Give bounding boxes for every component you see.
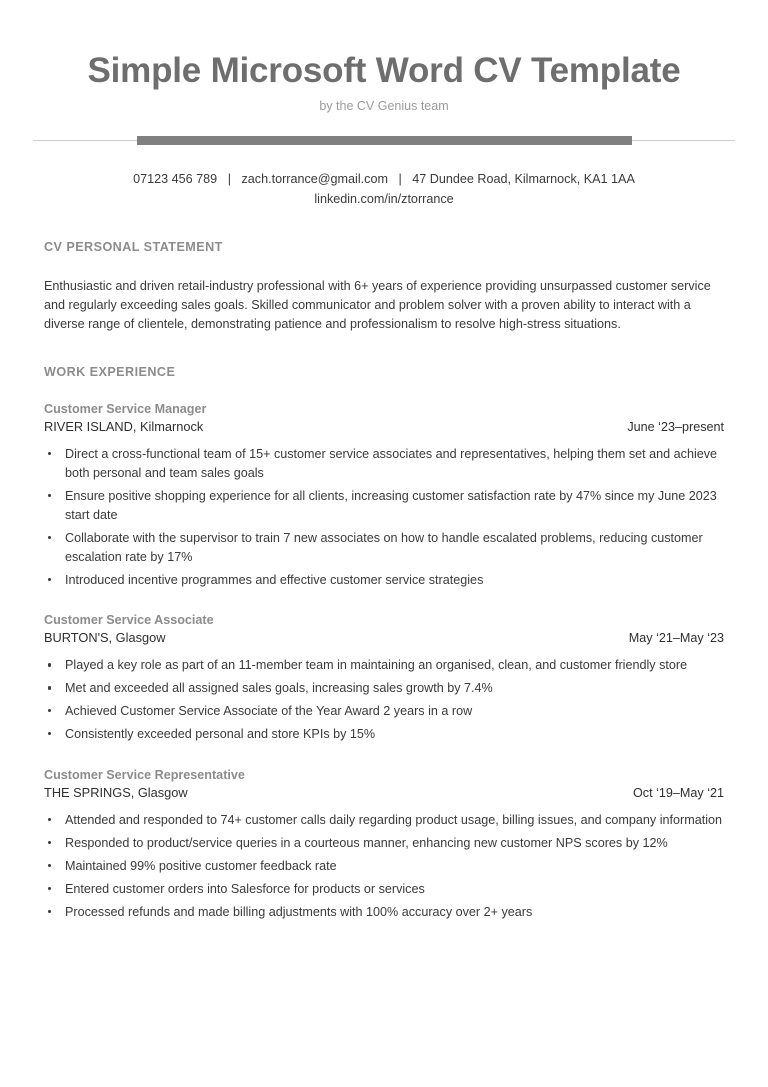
bullet-item (44, 571, 724, 590)
bullet-dot-icon (48, 663, 51, 666)
bullet-dot-icon (48, 841, 51, 844)
bullet-text: Achieved Customer Service Associate of the Year Award 2 years in a row (65, 704, 473, 719)
bullet-dot-icon (48, 578, 51, 581)
bullet-item (44, 903, 724, 922)
bullet-dot-icon (48, 910, 51, 913)
job-entry (44, 767, 724, 921)
document-header (0, 0, 768, 114)
bullet-text: Met and exceeded all assigned sales goals, increasing sales growth by 7.4% (65, 681, 493, 696)
job-company: THE SPRINGS, Glasgow (44, 785, 188, 801)
bullet-item (44, 487, 724, 525)
job-bullets (44, 445, 724, 589)
bullet-item (44, 725, 724, 744)
bullet-text: Processed refunds and made billing adjustments with 100% accuracy over 2+ years (65, 904, 533, 919)
bullet-text: Responded to product/service queries in a courteous manner, enhancing new customer NPS scores by 12% (65, 835, 668, 850)
job-dates: Oct ‘19–May ‘21 (633, 786, 724, 801)
contact-block (0, 169, 768, 210)
job-title: Customer Service Manager (44, 402, 207, 417)
bullet-text: Played a key role as part of an 11-member team in maintaining an organised, clean, and customer friendly store (65, 658, 688, 673)
job-entry (44, 612, 724, 744)
page-subtitle: by the CV Genius team (319, 98, 449, 113)
bullet-item (44, 445, 724, 483)
job-dates: May ‘21–May ‘23 (628, 631, 724, 646)
contact-linkedin[interactable]: linkedin.com/in/ztorrance (314, 192, 454, 207)
contact-separator-1: | (227, 171, 231, 186)
contact-address: 47 Dundee Road, Kilmarnock, KA1 1AA (412, 171, 635, 186)
job-company-row (44, 629, 724, 647)
bullet-dot-icon (48, 864, 51, 867)
bullet-dot-icon (48, 536, 51, 539)
bullet-text: Direct a cross-functional team of 15+ customer service associates and representatives, helping them set and achieve both personal and team sales goals (65, 447, 718, 481)
job-company-row (44, 784, 724, 802)
job-dates: June ‘23–present (627, 420, 724, 435)
section-personal-statement (44, 240, 724, 335)
bullet-text: Attended and responded to 74+ customer calls daily regarding product usage, billing issues, and company information (65, 813, 723, 828)
contact-line-primary (0, 169, 768, 189)
job-title: Customer Service Representative (44, 768, 245, 783)
bullet-dot-icon (48, 818, 51, 821)
bullet-text: Entered customer orders into Salesforce for products or services (65, 881, 425, 896)
page-title: Simple Microsoft Word CV Template (87, 51, 681, 90)
section-heading-work-experience: WORK EXPERIENCE (44, 365, 176, 380)
contact-line-secondary (0, 189, 768, 209)
bullet-dot-icon (48, 709, 51, 712)
job-title: Customer Service Associate (44, 613, 214, 628)
bullet-item (44, 702, 724, 721)
bullet-dot-icon (48, 732, 51, 735)
job-company: BURTON'S, Glasgow (44, 630, 166, 646)
bullet-text: Introduced incentive programmes and effective customer service strategies (65, 572, 484, 587)
bullet-item (44, 857, 724, 876)
cv-content (0, 240, 768, 922)
bullet-text: Consistently exceeded personal and store KPIs by 15% (65, 727, 376, 742)
bullet-item (44, 811, 724, 830)
section-work-experience (44, 365, 724, 921)
job-bullets (44, 656, 724, 744)
divider-accent-bar (137, 136, 632, 145)
bullet-item (44, 880, 724, 899)
bullet-dot-icon (48, 686, 51, 689)
personal-statement-text: Enthusiastic and driven retail-industry professional with 6+ years of experience providing unsurpassed customer service and regularly exceeding sales goals. Skilled communicator and problem solver with a proven ability to interact with a diverse range of clientele, demonstrating patience and professionalism to resolve high-stress situations. (44, 278, 711, 331)
contact-email[interactable]: zach.torrance@gmail.com (241, 171, 388, 186)
section-heading-personal-statement: CV PERSONAL STATEMENT (44, 239, 223, 254)
job-company: RIVER ISLAND, Kilmarnock (44, 419, 204, 435)
job-bullets (44, 811, 724, 921)
bullet-text: Collaborate with the supervisor to train 7 new associates on how to handle escalated problems, reducing customer escalation rate by 17% (65, 530, 703, 564)
bullet-text: Ensure positive shopping experience for all clients, increasing customer satisfaction rate by 47% since my June 2023 start date (65, 489, 717, 522)
bullet-item (44, 834, 724, 853)
header-divider (0, 134, 768, 148)
bullet-item (44, 679, 724, 698)
job-entry (44, 401, 724, 589)
bullet-dot-icon (48, 494, 51, 497)
contact-phone: 07123 456 789 (133, 171, 218, 186)
bullet-item (44, 529, 724, 567)
bullet-dot-icon (48, 452, 51, 455)
bullet-dot-icon (48, 887, 51, 890)
contact-separator-2: | (398, 171, 402, 186)
bullet-item (44, 656, 724, 675)
bullet-text: Maintained 99% positive customer feedback rate (65, 858, 337, 873)
job-company-row (44, 418, 724, 436)
